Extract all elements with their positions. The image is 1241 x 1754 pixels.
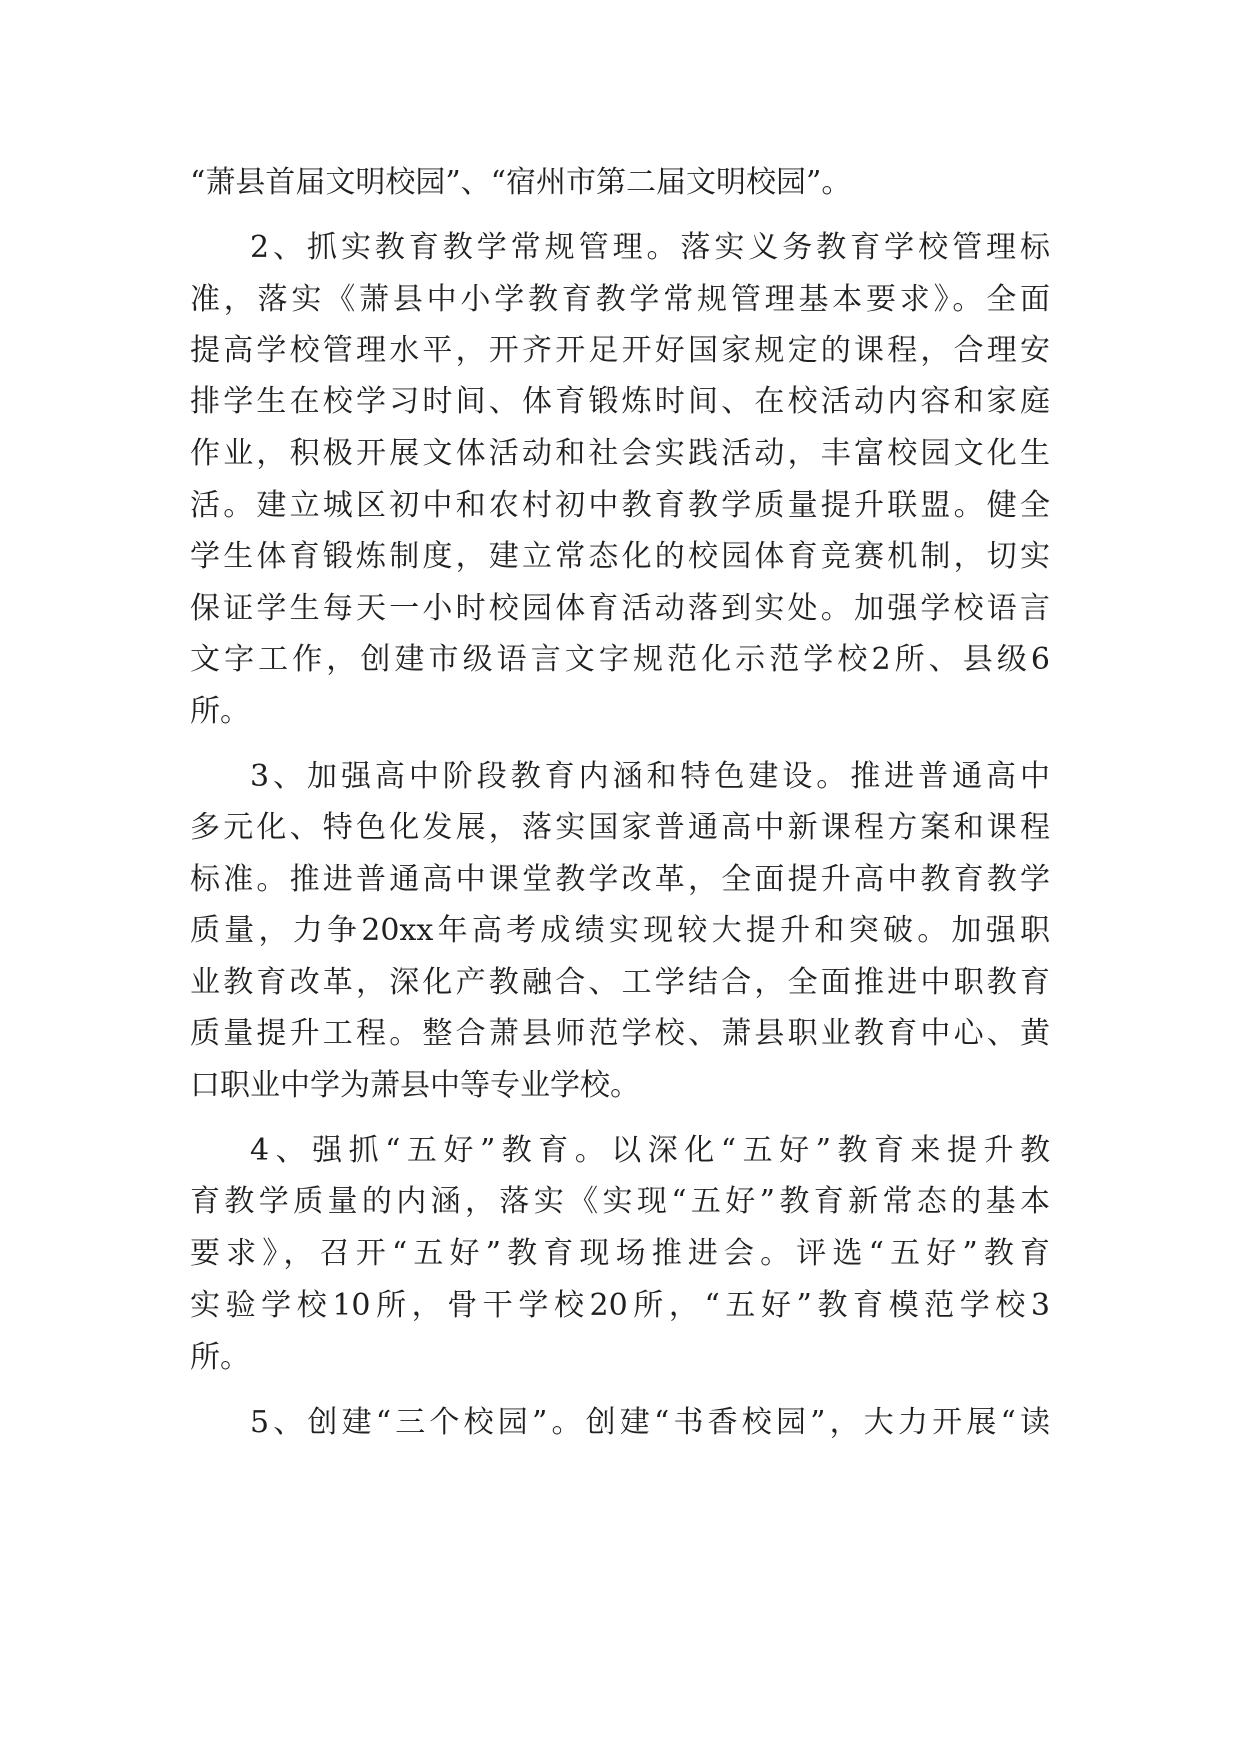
text-line: 准，落实《萧县中小学教育教学常规管理基本要求》。全面 — [190, 282, 1050, 317]
text-line: 实验学校10所，骨干学校20所，“五好”教育模范学校3 — [190, 1288, 1050, 1323]
text-line: 口职业中学为萧县中等专业学校。 — [190, 1068, 640, 1103]
text-line: 保证学生每天一小时校园体育活动落到实处。加强学校语言 — [190, 591, 1050, 626]
text-line: 文字工作，创建市级语言文字规范化示范学校2所、县级6 — [190, 642, 1050, 677]
text-line: 提高学校管理水平，开齐开足开好国家规定的课程，合理安 — [190, 333, 1050, 368]
text-line: 所。 — [190, 694, 250, 729]
paragraph-heading-line: 3、加强高中阶段教育内涵和特色建设。推进普通高中 — [250, 759, 1050, 794]
text-line: “萧县首届文明校园”、“宿州市第二届文明校园”。 — [190, 165, 852, 200]
text-line: 要求》，召开“五好”教育现场推进会。评选“五好”教育 — [190, 1236, 1050, 1271]
text-line: 学生体育锻炼制度，建立常态化的校园体育竞赛机制，切实 — [190, 539, 1050, 574]
text-line: 活。建立城区初中和农村初中教育教学质量提升联盟。健全 — [190, 488, 1050, 523]
text-line: 排学生在校学习时间、体育锻炼时间、在校活动内容和家庭 — [190, 384, 1050, 419]
text-line: 业教育改革，深化产教融合、工学结合，全面推进中职教育 — [190, 965, 1050, 1000]
paragraph-heading-line: 2、抓实教育教学常规管理。落实义务教育学校管理标 — [250, 230, 1050, 265]
text-line: 标准。推进普通高中课堂教学改革，全面提升高中教育教学 — [190, 862, 1050, 897]
text-line: 质量，力争20xx年高考成绩实现较大提升和突破。加强职 — [190, 913, 1050, 948]
text-line: 育教学质量的内涵，落实《实现“五好”教育新常态的基本 — [190, 1184, 1050, 1219]
paragraph-heading-line: 4、强抓“五好”教育。以深化“五好”教育来提升教 — [250, 1133, 1050, 1168]
text-line: 作业，积极开展文体活动和社会实践活动，丰富校园文化生 — [190, 436, 1050, 471]
text-line: 所。 — [190, 1340, 250, 1375]
text-line: 质量提升工程。整合萧县师范学校、萧县职业教育中心、黄 — [190, 1016, 1050, 1051]
text-line: 多元化、特色化发展，落实国家普通高中新课程方案和课程 — [190, 810, 1050, 845]
paragraph-heading-line: 5、创建“三个校园”。创建“书香校园”，大力开展“读 — [250, 1405, 1050, 1440]
